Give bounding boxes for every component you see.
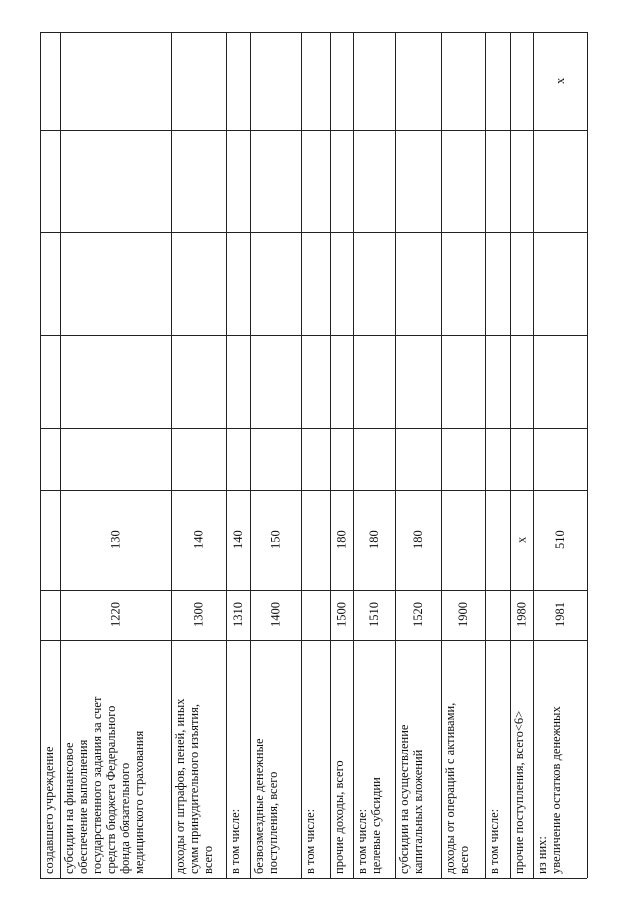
grid-line (353, 130, 395, 131)
grid-line (395, 130, 441, 131)
grid-line (533, 232, 587, 233)
row-label: в том числе: (303, 808, 317, 874)
table-row (353, 32, 396, 878)
row-extra (40, 32, 60, 130)
grid-line (171, 232, 226, 233)
row-extra (250, 32, 301, 130)
grid-line (40, 232, 60, 233)
grid-line (353, 232, 395, 233)
grid-line (250, 640, 301, 641)
grid-line (510, 640, 533, 641)
row-code: 1500 (334, 602, 349, 628)
grid-line (510, 335, 533, 336)
row-kbk (441, 490, 485, 590)
grid-line (60, 232, 171, 233)
row-label: доходы от штрафов, пеней, иных сумм принудительного изъятия, всего (173, 698, 215, 874)
grid-line (60, 130, 171, 131)
table-row (226, 32, 251, 878)
table-row (510, 32, 534, 878)
row-label: прочие доходы, всего (332, 760, 346, 874)
grid-line (441, 130, 485, 131)
grid-line (301, 428, 330, 429)
row-label: субсидии на осуществление капитальных вложений (397, 724, 425, 874)
grid-line (40, 130, 60, 131)
row-code: 1400 (268, 602, 283, 628)
grid-line (226, 335, 250, 336)
grid-line (395, 428, 441, 429)
row-label: в том числе: целевые субсидии (355, 777, 383, 874)
grid-line (533, 130, 587, 131)
row-extra (353, 32, 395, 130)
row-extra (510, 32, 533, 130)
grid-line (485, 335, 510, 336)
grid-line (533, 428, 587, 429)
row-code: 1981 (553, 602, 567, 628)
grid-line (330, 428, 353, 429)
row-kbk: 150 (268, 530, 283, 550)
table-row (533, 32, 588, 878)
row-code (485, 590, 510, 640)
table-row (171, 32, 227, 878)
grid-line (510, 232, 533, 233)
row-code: 1980 (514, 602, 529, 628)
grid-line (226, 130, 250, 131)
row-code (40, 590, 60, 640)
grid-line (301, 335, 330, 336)
grid-line (441, 232, 485, 233)
grid-line (171, 130, 226, 131)
grid-line (353, 335, 395, 336)
grid-line (301, 640, 330, 641)
grid-line (250, 428, 301, 429)
row-label: в том числе: (487, 808, 501, 874)
grid-line (226, 640, 250, 641)
row-kbk: 510 (553, 530, 567, 550)
row-label: безвозмездные денежные поступления, всего (252, 738, 280, 874)
grid-line (250, 232, 301, 233)
row-kbk (40, 490, 60, 590)
grid-line (330, 130, 353, 131)
grid-line (353, 428, 395, 429)
table-row (485, 32, 511, 878)
grid-line (510, 130, 533, 131)
row-label: субсидии на финансовое обеспечение выполнения государственного задания за счет средств бюджета Федерального фонда обязательного медицинского страхования (62, 696, 146, 874)
row-extra (485, 32, 510, 130)
row-kbk: 140 (231, 530, 245, 550)
grid-line (171, 335, 226, 336)
table-row (395, 32, 442, 878)
grid-line (250, 335, 301, 336)
row-code: 1510 (367, 602, 381, 628)
table-row (60, 32, 172, 878)
row-label: прочие поступления, всего<6> (512, 710, 526, 874)
row-label: в том числе: (228, 808, 242, 874)
row-kbk (485, 490, 510, 590)
grid-line (330, 232, 353, 233)
row-extra: х (553, 77, 567, 85)
grid-line (301, 130, 330, 131)
row-label: доходы от операций с активами, всего (443, 702, 471, 874)
grid-line (60, 428, 171, 429)
grid-line (301, 232, 330, 233)
table-row (441, 32, 486, 878)
row-code: 1900 (456, 602, 470, 628)
grid-line (40, 428, 60, 429)
row-code (301, 590, 330, 640)
table-edge-line (40, 32, 587, 33)
table-edge-line (40, 878, 587, 879)
row-extra (226, 32, 250, 130)
row-kbk: 140 (191, 530, 206, 550)
row-extra (395, 32, 441, 130)
row-extra (171, 32, 226, 130)
row-extra (60, 32, 171, 130)
grid-line (395, 232, 441, 233)
row-code: 1300 (191, 602, 206, 628)
row-extra (330, 32, 353, 130)
grid-line (226, 428, 250, 429)
grid-line (485, 428, 510, 429)
grid-line (226, 232, 250, 233)
table-row (301, 32, 331, 878)
grid-line (171, 428, 226, 429)
grid-line (510, 428, 533, 429)
grid-line (441, 640, 485, 641)
grid-line (250, 130, 301, 131)
row-label: из них: увеличение остатков денежных (535, 706, 563, 874)
grid-line (395, 335, 441, 336)
row-code: 1220 (108, 602, 123, 628)
row-kbk: 180 (367, 530, 381, 550)
grid-line (441, 335, 485, 336)
grid-line (533, 335, 587, 336)
row-kbk (301, 490, 330, 590)
grid-line (60, 640, 171, 641)
grid-line (533, 640, 587, 641)
row-kbk: х (514, 536, 529, 544)
table-row (40, 32, 61, 878)
grid-line (441, 428, 485, 429)
table-row (250, 32, 302, 878)
grid-line (171, 640, 226, 641)
row-kbk: 180 (411, 530, 425, 550)
row-extra (301, 32, 330, 130)
table-row (330, 32, 354, 878)
grid-line (40, 335, 60, 336)
row-code: 1520 (411, 602, 425, 628)
grid-line (60, 335, 171, 336)
grid-line (485, 640, 510, 641)
row-kbk: 130 (108, 530, 123, 550)
grid-line (485, 232, 510, 233)
row-extra (441, 32, 485, 130)
grid-line (395, 640, 441, 641)
row-code: 1310 (231, 602, 245, 628)
grid-line (353, 640, 395, 641)
row-label: создавшего учреждение (42, 746, 56, 874)
grid-line (40, 640, 60, 641)
row-kbk: 180 (334, 530, 349, 550)
grid-line (330, 640, 353, 641)
grid-line (330, 335, 353, 336)
grid-line (485, 130, 510, 131)
